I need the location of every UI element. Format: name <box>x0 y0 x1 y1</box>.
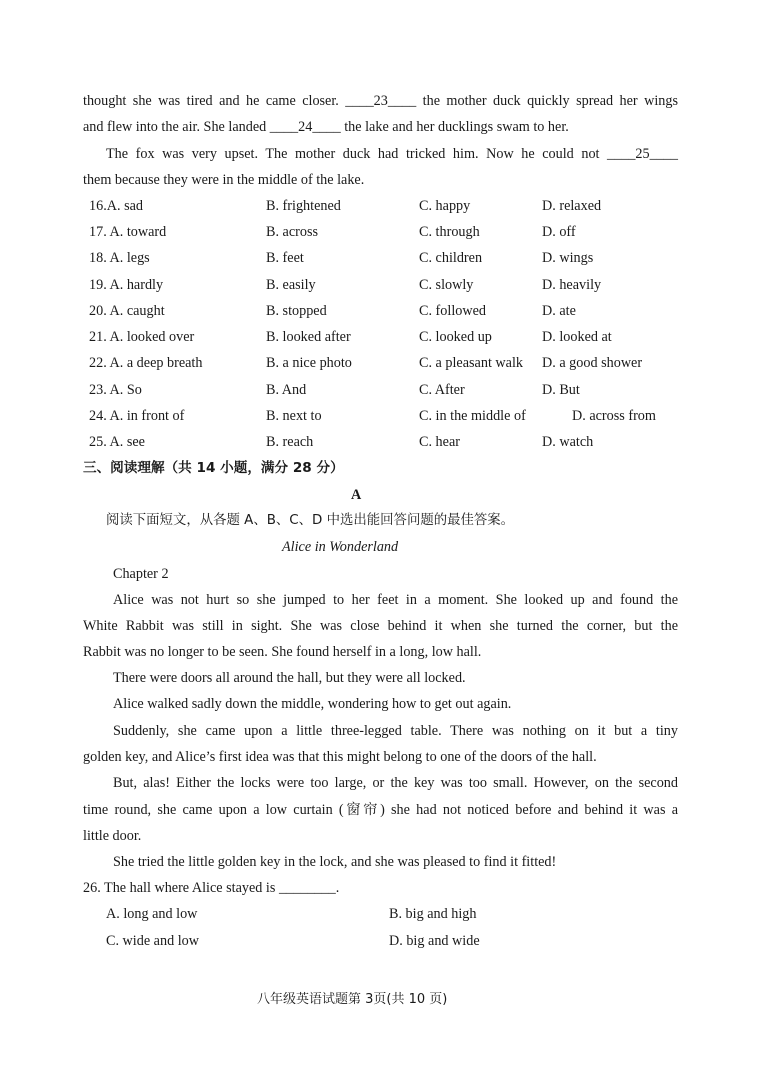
option-b: B. a nice photo <box>266 355 352 371</box>
option-d: D. off <box>542 224 576 240</box>
option-c: C. looked up <box>419 329 492 345</box>
option-a: A. looked over <box>109 329 195 345</box>
cloze-line-3: The fox was very upset. The mother duck had tricked him. Now he could not ____25____ <box>106 146 678 162</box>
question-26-option-c: C. wide and low <box>106 933 199 949</box>
option-c: C. through <box>419 224 480 240</box>
option-c: C. After <box>419 382 465 398</box>
cloze-line-1: thought she was tired and he came closer. ____23____ the mother duck quickly spread her wings <box>83 93 678 109</box>
question-number: 25. <box>89 434 107 450</box>
option-b: B. feet <box>266 250 304 266</box>
reading-line-2: White Rabbit was still in sight. She was close behind it when she turned the corner, but the <box>83 618 678 634</box>
question-26-option-d: D. big and wide <box>389 933 480 949</box>
option-b: B. And <box>266 382 307 398</box>
reading-line-11: She tried the little golden key in the lock, and she was pleased to find it fitted! <box>113 854 557 870</box>
question-number: 20. <box>89 303 107 319</box>
option-d: D. a good shower <box>542 355 643 371</box>
option-row-24 <box>89 407 184 425</box>
option-b: B. next to <box>266 408 322 424</box>
option-row-17 <box>89 223 166 241</box>
option-b: B. frightened <box>266 198 341 214</box>
option-row-18 <box>89 249 150 267</box>
question-number: 17. <box>89 224 107 240</box>
option-d: D. relaxed <box>542 198 602 214</box>
question-number: 19. <box>89 277 107 293</box>
option-a: A. legs <box>109 250 150 266</box>
option-row-22 <box>89 354 202 372</box>
question-number: 22. <box>89 355 107 371</box>
option-c: C. slowly <box>419 277 474 293</box>
reading-line-5: Alice walked sadly down the middle, wondering how to get out again. <box>113 696 512 712</box>
option-d: D. wings <box>542 250 594 266</box>
question-number: 23. <box>89 382 107 398</box>
option-c: C. happy <box>419 198 471 214</box>
reading-line-9: time round, she came upon a low curtain (窗帘) she had not noticed before and behind it was a <box>83 802 678 818</box>
option-a: A. hardly <box>109 277 164 293</box>
option-row-23 <box>89 381 142 399</box>
question-26-stem: 26. The hall where Alice stayed is ________. <box>83 880 340 896</box>
reading-line-6: Suddenly, she came upon a little three-legged table. There was nothing on it but a tiny <box>113 723 678 739</box>
option-a: A. So <box>109 382 142 398</box>
option-b: B. across <box>266 224 319 240</box>
passage-letter: A <box>351 487 362 503</box>
reading-line-7: golden key, and Alice’s first idea was that this might belong to one of the doors of the hall. <box>83 749 597 765</box>
option-d: D. looked at <box>542 329 612 345</box>
reading-line-10: little door. <box>83 828 142 844</box>
cloze-line-2: and flew into the air. She landed ____24____ the lake and her ducklings swam to her. <box>83 119 569 135</box>
question-26-option-b: B. big and high <box>389 906 477 922</box>
option-a: A. see <box>109 434 145 450</box>
question-number: 21. <box>89 329 107 345</box>
cloze-line-4: them because they were in the middle of the lake. <box>83 172 365 188</box>
page-footer: 八年级英语试题第 3页(共 10 页) <box>257 992 448 1007</box>
option-a: A. in front of <box>109 408 185 424</box>
option-a: A. a deep breath <box>109 355 203 371</box>
option-row-25 <box>89 433 145 451</box>
option-c: C. children <box>419 250 483 266</box>
reading-line-8: But, alas! Either the locks were too large, or the key was too small. However, on the second <box>113 775 678 791</box>
option-d: D. But <box>542 382 580 398</box>
option-c: C. a pleasant walk <box>419 355 524 371</box>
option-a: A. sad <box>106 198 143 214</box>
reading-line-3: Rabbit was no longer to be seen. She found herself in a long, low hall. <box>83 644 482 660</box>
option-row-21 <box>89 328 194 346</box>
option-row-16 <box>89 197 143 215</box>
option-b: B. easily <box>266 277 316 293</box>
option-b: B. looked after <box>266 329 351 345</box>
option-d: D. across from <box>572 408 656 424</box>
chapter-label: Chapter 2 <box>113 566 169 582</box>
book-title: Alice in Wonderland <box>282 539 399 555</box>
option-a: A. toward <box>109 224 167 240</box>
option-d: D. heavily <box>542 277 602 293</box>
question-26-option-a: A. long and low <box>106 906 198 922</box>
option-d: D. watch <box>542 434 594 450</box>
option-c: C. in the middle of <box>419 408 526 424</box>
reading-line-1: Alice was not hurt so she jumped to her feet in a moment. She looked up and found the <box>113 592 678 608</box>
option-row-20 <box>89 302 165 320</box>
option-c: C. hear <box>419 434 460 450</box>
reading-line-4: There were doors all around the hall, but they were all locked. <box>113 670 466 686</box>
option-row-19 <box>89 276 163 294</box>
instruction: 阅读下面短文，从各题 A、B、C、D 中选出能回答问题的最佳答案。 <box>106 513 515 528</box>
option-a: A. caught <box>109 303 165 319</box>
question-number: 24. <box>89 408 107 424</box>
option-b: B. reach <box>266 434 314 450</box>
option-d: D. ate <box>542 303 576 319</box>
section-heading: 三、阅读理解（共 14 小题，满分 28 分） <box>83 460 344 476</box>
option-b: B. stopped <box>266 303 327 319</box>
option-c: C. followed <box>419 303 486 319</box>
question-number: 18. <box>89 250 107 266</box>
question-number: 16. <box>89 198 107 214</box>
